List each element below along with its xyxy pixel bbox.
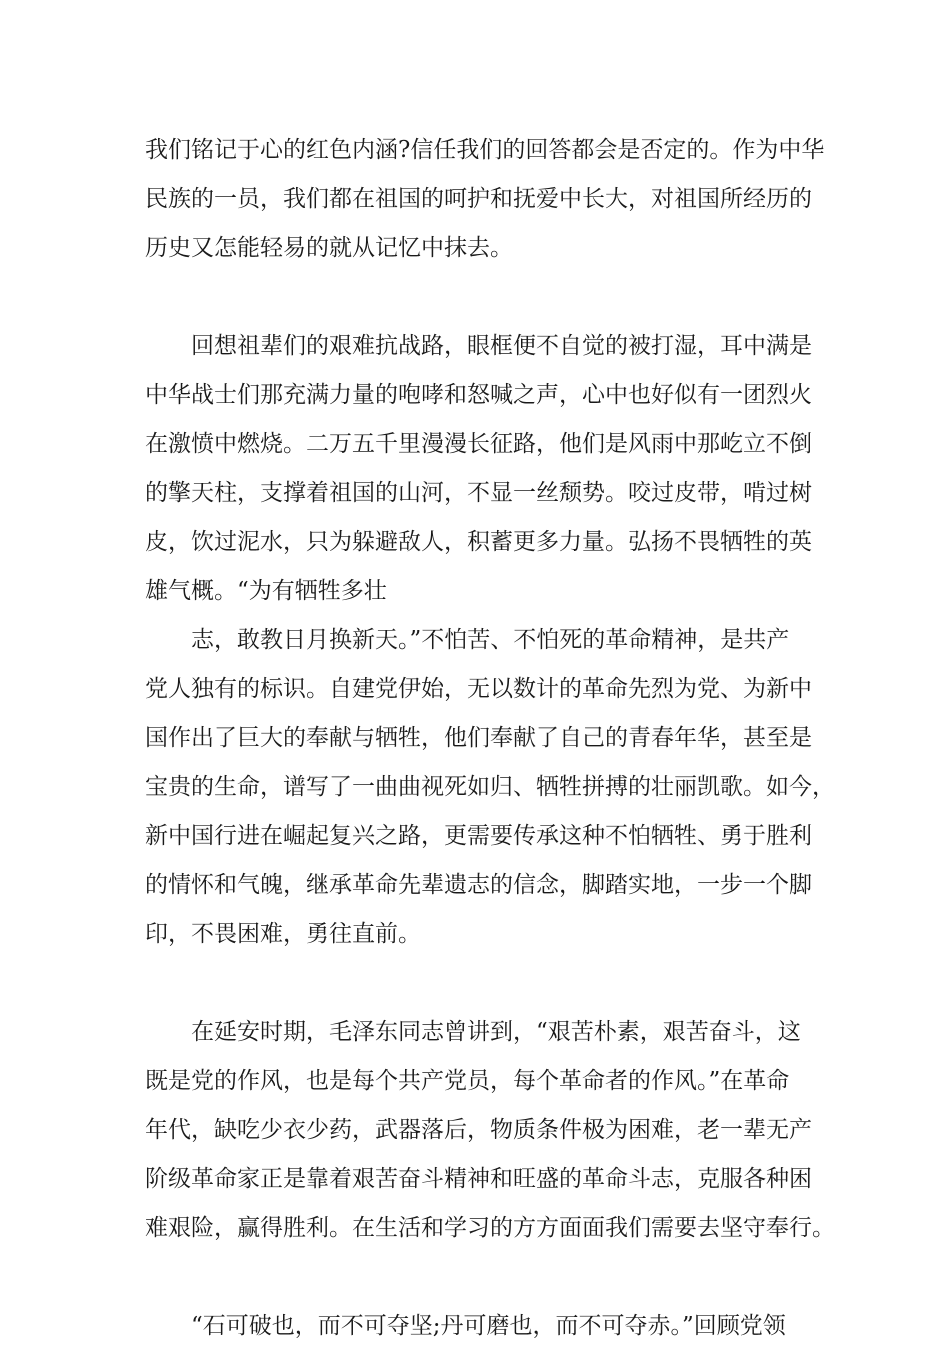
text-line: 我们铭记于心的红色内涵?信任我们的回答都会是否定的。作为中华 bbox=[145, 137, 825, 163]
text-line: 民族的一员，我们都在祖国的呵护和抚爱中长大，对祖国所经历的 bbox=[145, 186, 812, 212]
paragraph-gap bbox=[145, 959, 825, 1008]
text-line: 的情怀和气魄，继承革命先辈遗志的信念，脚踏实地，一步一个脚 bbox=[145, 872, 812, 898]
text-line: 难艰险，赢得胜利。在生活和学习的方方面面我们需要去坚守奉行。 bbox=[145, 1215, 835, 1241]
text-line: 国作出了巨大的奉献与牺牲，他们奉献了自己的青春年华，甚至是 bbox=[145, 725, 812, 751]
text-line: 新中国行进在崛起复兴之路，更需要传承这种不怕牺牲、勇于胜利 bbox=[145, 823, 812, 849]
paragraph-gap bbox=[145, 1253, 825, 1302]
text-line: 在激愤中燃烧。二万五千里漫漫长征路，他们是风雨中那屹立不倒 bbox=[145, 431, 812, 457]
text-line: 中华战士们那充满力量的咆哮和怒喊之声，心中也好似有一团烈火 bbox=[145, 382, 812, 408]
text-line: 历史又怎能轻易的就从记忆中抹去。 bbox=[145, 235, 513, 261]
text-line: 印，不畏困难，勇往直前。 bbox=[145, 921, 421, 947]
text-line: 雄气概。“为有牺牲多壮 bbox=[145, 578, 387, 604]
text-line: 既是党的作风，也是每个共产党员，每个革命者的作风。”在革命 bbox=[145, 1068, 790, 1094]
text-line: 在延安时期，毛泽东同志曾讲到，“艰苦朴素，艰苦奋斗，这 bbox=[145, 1019, 801, 1045]
text-line: 年代，缺吃少衣少药，武器落后，物质条件极为困难，老一辈无产 bbox=[145, 1117, 812, 1143]
paragraph-gap bbox=[145, 273, 825, 322]
text-line: “石可破也，而不可夺坚;丹可磨也，而不可夺赤。”回顾党领 bbox=[145, 1313, 786, 1339]
document-body bbox=[145, 126, 835, 1351]
text-line: 志，敢教日月换新天。”不怕苦、不怕死的革命精神，是共产 bbox=[145, 627, 790, 653]
text-line: 党人独有的标识。自建党伊始，无以数计的革命先烈为党、为新中 bbox=[145, 676, 812, 702]
text-line: 皮，饮过泥水，只为躲避敌人，积蓄更多力量。弘扬不畏牺牲的英 bbox=[145, 529, 812, 555]
text-line: 宝贵的生命，谱写了一曲曲视死如归、牺牲拼搏的壮丽凯歌。如今， bbox=[145, 774, 835, 800]
text-line: 阶级革命家正是靠着艰苦奋斗精神和旺盛的革命斗志，克服各种困 bbox=[145, 1166, 812, 1192]
text-line: 回想祖辈们的艰难抗战路，眼框便不自觉的被打湿，耳中满是 bbox=[145, 333, 812, 359]
text-line: 的擎天柱，支撑着祖国的山河，不显一丝颓势。咬过皮带，啃过树 bbox=[145, 480, 812, 506]
